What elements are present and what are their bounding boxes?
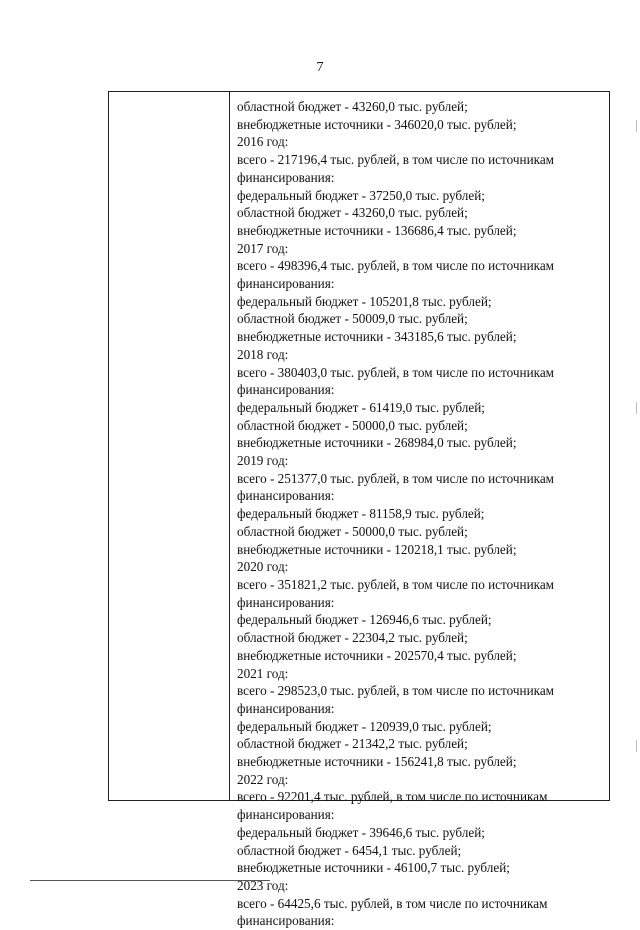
text-line: областной бюджет - 43260,0 тыс. рублей; xyxy=(237,99,468,114)
text-line: областной бюджет - 43260,0 тыс. рублей; xyxy=(237,205,468,221)
text-line: областной бюджет - 6454,1 тыс. рублей; xyxy=(237,842,462,858)
text-line: финансирования: xyxy=(237,382,335,398)
text-line: федеральный бюджет - 126946,6 тыс. рублей; xyxy=(237,612,492,628)
text-line: финансирования: xyxy=(237,700,335,716)
text-line: федеральный бюджет - 81158,9 тыс. рублей; xyxy=(237,506,485,522)
text-line: всего - 298523,0 тыс. рублей, в том числе по источникам xyxy=(237,683,555,699)
text-line: 2021 год: xyxy=(237,665,289,681)
scan-edge-mark xyxy=(636,402,637,414)
text-line: всего - 380403,0 тыс. рублей, в том числе по источникам xyxy=(237,364,555,380)
text-line: 2018 год: xyxy=(237,346,289,362)
text-line: федеральный бюджет - 39646,6 тыс. рублей; xyxy=(237,824,485,840)
text-line: всего - 64425,6 тыс. рублей, в том числе по источникам xyxy=(237,895,548,911)
text-line: внебюджетные источники - 120218,1 тыс. рублей; xyxy=(237,541,517,557)
text-line: финансирования: xyxy=(237,913,335,929)
text-line: областной бюджет - 21342,2 тыс. рублей; xyxy=(237,736,468,752)
text-line: внебюджетные источники - 268984,0 тыс. рублей; xyxy=(237,435,517,451)
scan-edge-mark xyxy=(636,120,637,132)
text-line: внебюджетные источники - 156241,8 тыс. рублей; xyxy=(237,754,517,770)
text-line: внебюджетные источники - 46100,7 тыс. рублей; xyxy=(237,860,510,876)
text-line: внебюджетные источники - 343185,6 тыс. рублей; xyxy=(237,329,517,345)
text-line: федеральный бюджет - 105201,8 тыс. рублей; xyxy=(237,293,492,309)
funding-table xyxy=(108,91,610,929)
text-line: всего - 251377,0 тыс. рублей, в том числе по источникам xyxy=(237,470,555,486)
text-line: областной бюджет - 50000,0 тыс. рублей; xyxy=(237,417,468,433)
text-line: финансирования: xyxy=(237,169,335,185)
text-line: внебюджетные источники - 136686,4 тыс. рублей; xyxy=(237,222,517,238)
text-line: федеральный бюджет - 37250,0 тыс. рублей; xyxy=(237,187,485,203)
text-line: внебюджетные источники - 202570,4 тыс. рублей; xyxy=(237,647,517,663)
text-line: всего - 217196,4 тыс. рублей, в том числе по источникам xyxy=(237,152,555,168)
text-line: финансирования: xyxy=(237,276,335,292)
page-number: 7 xyxy=(316,60,324,75)
text-line: 2017 год: xyxy=(237,240,289,256)
text-line: 2016 год: xyxy=(237,134,289,150)
text-line: областной бюджет - 22304,2 тыс. рублей; xyxy=(237,630,468,646)
text-line: всего - 351821,2 тыс. рублей, в том числе по источникам xyxy=(237,576,555,592)
text-line: финансирования: xyxy=(237,594,335,610)
text-line: 2020 год: xyxy=(237,559,289,575)
text-line: областной бюджет - 50000,0 тыс. рублей; xyxy=(237,523,468,539)
scan-edge-mark xyxy=(636,740,637,752)
table-label-cell xyxy=(109,92,230,800)
text-line: 2019 год: xyxy=(237,453,289,469)
footer-rule xyxy=(30,880,270,881)
text-line: областной бюджет - 50009,0 тыс. рублей; xyxy=(237,311,468,327)
text-line: федеральный бюджет - 61419,0 тыс. рублей; xyxy=(237,399,485,415)
text-line: финансирования: xyxy=(237,807,335,823)
text-line: 2023 год: xyxy=(237,877,289,893)
text-line: всего - 92201,4 тыс. рублей, в том числе по источникам xyxy=(237,789,548,805)
text-line: всего - 498396,4 тыс. рублей, в том числе по источникам xyxy=(237,258,555,274)
text-line: финансирования: xyxy=(237,488,335,504)
text-line: федеральный бюджет - 120939,0 тыс. рублей; xyxy=(237,718,492,734)
text-line: внебюджетные источники - 346020,0 тыс. рублей; xyxy=(237,116,517,132)
text-line: 2022 год: xyxy=(237,771,289,787)
table-content-cell xyxy=(230,92,609,929)
